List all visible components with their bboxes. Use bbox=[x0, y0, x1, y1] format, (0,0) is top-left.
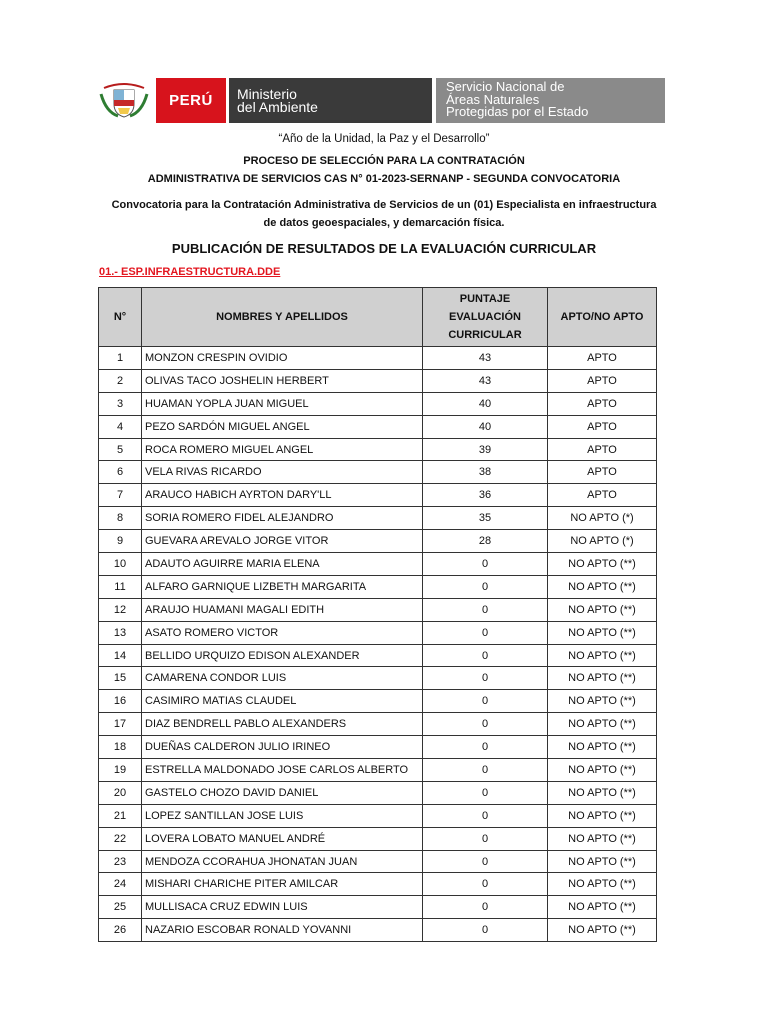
table-row bbox=[99, 759, 657, 782]
row-number: 23 bbox=[99, 850, 142, 873]
service-logo-block bbox=[436, 78, 665, 123]
row-score: 0 bbox=[423, 553, 548, 576]
row-score: 0 bbox=[423, 827, 548, 850]
row-name: BELLIDO URQUIZO EDISON ALEXANDER bbox=[142, 644, 423, 667]
row-name: MULLISACA CRUZ EDWIN LUIS bbox=[142, 896, 423, 919]
table-row bbox=[99, 621, 657, 644]
row-score: 36 bbox=[423, 484, 548, 507]
row-status: APTO bbox=[548, 484, 657, 507]
row-number: 12 bbox=[99, 598, 142, 621]
row-score: 28 bbox=[423, 530, 548, 553]
row-status: NO APTO (*) bbox=[548, 530, 657, 553]
header-score-line-3: CURRICULAR bbox=[448, 329, 522, 341]
row-status: NO APTO (**) bbox=[548, 621, 657, 644]
table-header-row bbox=[99, 288, 657, 347]
table-row bbox=[99, 415, 657, 438]
table-row bbox=[99, 507, 657, 530]
header-score-line-1: PUNTAJE bbox=[459, 293, 511, 305]
row-name: MONZON CRESPIN OVIDIO bbox=[142, 347, 423, 370]
row-score: 40 bbox=[423, 392, 548, 415]
ministry-logo-block bbox=[229, 78, 432, 123]
table-row bbox=[99, 896, 657, 919]
row-number: 11 bbox=[99, 575, 142, 598]
row-number: 5 bbox=[99, 438, 142, 461]
table-row bbox=[99, 804, 657, 827]
results-table bbox=[98, 287, 657, 942]
row-status: NO APTO (**) bbox=[548, 736, 657, 759]
row-number: 25 bbox=[99, 896, 142, 919]
row-number: 3 bbox=[99, 392, 142, 415]
row-name: HUAMAN YOPLA JUAN MIGUEL bbox=[142, 392, 423, 415]
row-score: 0 bbox=[423, 667, 548, 690]
table-row bbox=[99, 598, 657, 621]
service-line-1: Servicio Nacional de bbox=[446, 79, 565, 94]
row-score: 0 bbox=[423, 759, 548, 782]
row-number: 17 bbox=[99, 713, 142, 736]
peru-logo-block: PERÚ bbox=[156, 78, 226, 123]
row-name: LOPEZ SANTILLAN JOSE LUIS bbox=[142, 804, 423, 827]
call-description-line-2: de datos geoespaciales, y demarcación física. bbox=[263, 217, 505, 229]
table-row bbox=[99, 530, 657, 553]
row-status: APTO bbox=[548, 461, 657, 484]
row-number: 1 bbox=[99, 347, 142, 370]
row-number: 20 bbox=[99, 781, 142, 804]
row-score: 43 bbox=[423, 347, 548, 370]
table-row bbox=[99, 850, 657, 873]
table-row bbox=[99, 461, 657, 484]
call-description-line-1: Convocatoria para la Contratación Administrativa de Servicios de un (01) Especialista en infraestructura bbox=[111, 199, 657, 211]
row-name: ADAUTO AGUIRRE MARIA ELENA bbox=[142, 553, 423, 576]
row-score: 0 bbox=[423, 736, 548, 759]
row-number: 10 bbox=[99, 553, 142, 576]
row-score: 35 bbox=[423, 507, 548, 530]
row-name: MENDOZA CCORAHUA JHONATAN JUAN bbox=[142, 850, 423, 873]
row-name: CAMARENA CONDOR LUIS bbox=[142, 667, 423, 690]
row-status: NO APTO (**) bbox=[548, 759, 657, 782]
table-row bbox=[99, 484, 657, 507]
row-status: NO APTO (*) bbox=[548, 507, 657, 530]
row-status: NO APTO (**) bbox=[548, 644, 657, 667]
institutional-header bbox=[98, 78, 665, 123]
table-row bbox=[99, 644, 657, 667]
row-name: OLIVAS TACO JOSHELIN HERBERT bbox=[142, 369, 423, 392]
row-name: ARAUCO HABICH AYRTON DARY'LL bbox=[142, 484, 423, 507]
table-row bbox=[99, 873, 657, 896]
table-row bbox=[99, 438, 657, 461]
table-row bbox=[99, 667, 657, 690]
peru-coat-of-arms-icon bbox=[98, 82, 150, 120]
header-score bbox=[423, 288, 548, 347]
header-num: N° bbox=[99, 288, 142, 347]
row-name: CASIMIRO MATIAS CLAUDEL bbox=[142, 690, 423, 713]
row-number: 4 bbox=[99, 415, 142, 438]
row-score: 0 bbox=[423, 781, 548, 804]
table-row bbox=[99, 713, 657, 736]
process-title-line-1: PROCESO DE SELECCIÓN PARA LA CONTRATACIÓN bbox=[243, 155, 525, 167]
row-status: NO APTO (**) bbox=[548, 598, 657, 621]
row-name: GUEVARA AREVALO JORGE VITOR bbox=[142, 530, 423, 553]
table-row bbox=[99, 827, 657, 850]
row-status: NO APTO (**) bbox=[548, 690, 657, 713]
header-score-line-2: EVALUACIÓN bbox=[449, 311, 521, 323]
row-status: NO APTO (**) bbox=[548, 873, 657, 896]
row-status: APTO bbox=[548, 369, 657, 392]
row-score: 38 bbox=[423, 461, 548, 484]
table-row bbox=[99, 736, 657, 759]
row-score: 39 bbox=[423, 438, 548, 461]
row-name: ALFARO GARNIQUE LIZBETH MARGARITA bbox=[142, 575, 423, 598]
ministry-line-2: del Ambiente bbox=[237, 99, 318, 115]
row-number: 7 bbox=[99, 484, 142, 507]
publication-title: PUBLICACIÓN DE RESULTADOS DE LA EVALUACIÓN CURRICULAR bbox=[171, 241, 597, 256]
table-row bbox=[99, 690, 657, 713]
row-number: 18 bbox=[99, 736, 142, 759]
year-motto: “Año de la Unidad, la Paz y el Desarrollo” bbox=[278, 133, 490, 145]
row-status: NO APTO (**) bbox=[548, 896, 657, 919]
row-score: 0 bbox=[423, 850, 548, 873]
row-name: ROCA ROMERO MIGUEL ANGEL bbox=[142, 438, 423, 461]
row-score: 0 bbox=[423, 575, 548, 598]
section-label: 01.- ESP.INFRAESTRUCTURA.DDE bbox=[99, 266, 281, 278]
row-number: 21 bbox=[99, 804, 142, 827]
row-status: NO APTO (**) bbox=[548, 713, 657, 736]
row-number: 19 bbox=[99, 759, 142, 782]
row-score: 0 bbox=[423, 598, 548, 621]
row-score: 0 bbox=[423, 690, 548, 713]
row-status: NO APTO (**) bbox=[548, 804, 657, 827]
row-number: 13 bbox=[99, 621, 142, 644]
row-score: 0 bbox=[423, 804, 548, 827]
table-row bbox=[99, 575, 657, 598]
row-name: PEZO SARDÓN MIGUEL ANGEL bbox=[142, 415, 423, 438]
table-row bbox=[99, 919, 657, 942]
row-number: 8 bbox=[99, 507, 142, 530]
table-row bbox=[99, 553, 657, 576]
row-number: 22 bbox=[99, 827, 142, 850]
row-number: 9 bbox=[99, 530, 142, 553]
row-status: NO APTO (**) bbox=[548, 667, 657, 690]
service-line-3: Protegidas por el Estado bbox=[446, 104, 589, 119]
row-number: 24 bbox=[99, 873, 142, 896]
ministry-line-1: Ministerio bbox=[237, 86, 297, 102]
table-row bbox=[99, 781, 657, 804]
row-name: LOVERA LOBATO MANUEL ANDRÉ bbox=[142, 827, 423, 850]
row-score: 0 bbox=[423, 873, 548, 896]
row-score: 0 bbox=[423, 919, 548, 942]
row-status: APTO bbox=[548, 392, 657, 415]
row-status: APTO bbox=[548, 347, 657, 370]
row-name: MISHARI CHARICHE PITER AMILCAR bbox=[142, 873, 423, 896]
row-number: 15 bbox=[99, 667, 142, 690]
row-name: ASATO ROMERO VICTOR bbox=[142, 621, 423, 644]
row-name: DUEÑAS CALDERON JULIO IRINEO bbox=[142, 736, 423, 759]
row-score: 0 bbox=[423, 713, 548, 736]
row-status: NO APTO (**) bbox=[548, 827, 657, 850]
row-status: APTO bbox=[548, 438, 657, 461]
row-number: 16 bbox=[99, 690, 142, 713]
row-score: 0 bbox=[423, 644, 548, 667]
row-status: NO APTO (**) bbox=[548, 553, 657, 576]
row-score: 40 bbox=[423, 415, 548, 438]
row-number: 14 bbox=[99, 644, 142, 667]
row-score: 0 bbox=[423, 621, 548, 644]
service-line-2: Áreas Naturales bbox=[446, 91, 540, 107]
row-number: 2 bbox=[99, 369, 142, 392]
row-name: NAZARIO ESCOBAR RONALD YOVANNI bbox=[142, 919, 423, 942]
row-number: 26 bbox=[99, 919, 142, 942]
row-name: SORIA ROMERO FIDEL ALEJANDRO bbox=[142, 507, 423, 530]
row-status: NO APTO (**) bbox=[548, 781, 657, 804]
row-status: NO APTO (**) bbox=[548, 919, 657, 942]
row-score: 0 bbox=[423, 896, 548, 919]
row-status: NO APTO (**) bbox=[548, 575, 657, 598]
row-status: NO APTO (**) bbox=[548, 850, 657, 873]
row-score: 43 bbox=[423, 369, 548, 392]
process-title-line-2: ADMINISTRATIVA DE SERVICIOS CAS N° 01-2023-SERNANP - SEGUNDA CONVOCATORIA bbox=[147, 173, 621, 185]
row-number: 6 bbox=[99, 461, 142, 484]
row-name: ARAUJO HUAMANI MAGALI EDITH bbox=[142, 598, 423, 621]
row-name: DIAZ BENDRELL PABLO ALEXANDERS bbox=[142, 713, 423, 736]
header-status: APTO/NO APTO bbox=[548, 288, 657, 347]
row-name: ESTRELLA MALDONADO JOSE CARLOS ALBERTO bbox=[142, 759, 423, 782]
header-name: NOMBRES Y APELLIDOS bbox=[142, 288, 423, 347]
row-status: APTO bbox=[548, 415, 657, 438]
table-row bbox=[99, 392, 657, 415]
row-name: VELA RIVAS RICARDO bbox=[142, 461, 423, 484]
table-row bbox=[99, 347, 657, 370]
row-name: GASTELO CHOZO DAVID DANIEL bbox=[142, 781, 423, 804]
table-row bbox=[99, 369, 657, 392]
